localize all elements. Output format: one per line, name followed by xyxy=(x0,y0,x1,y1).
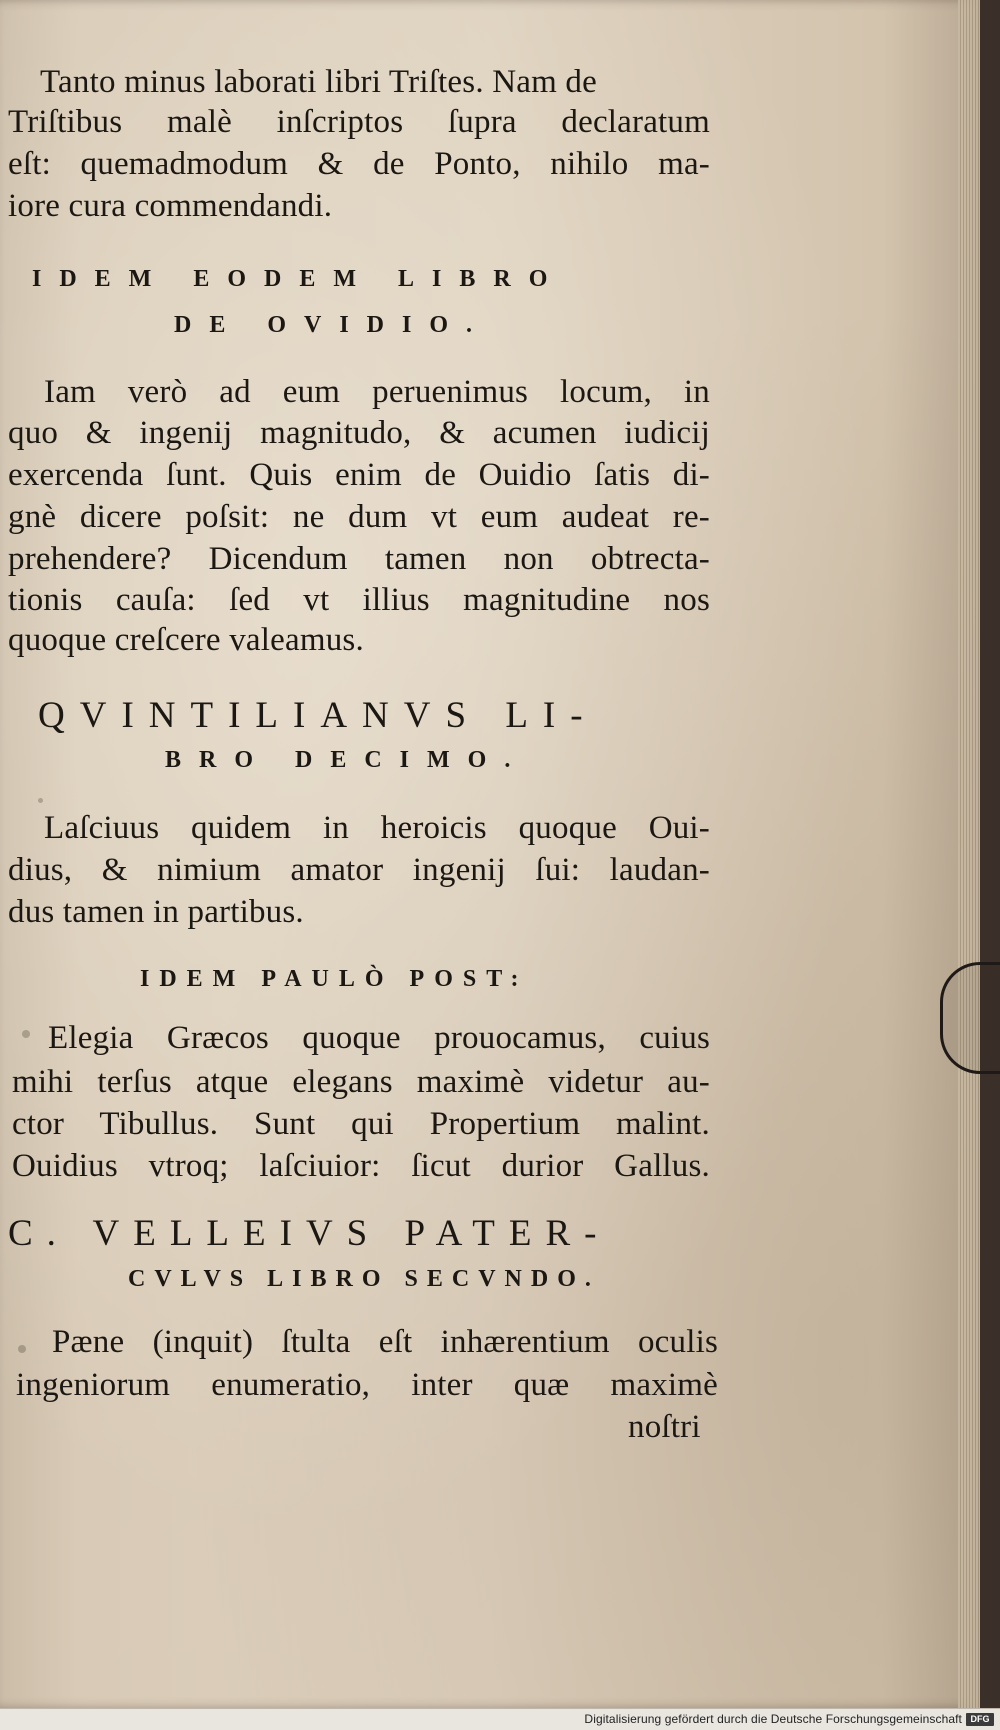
digitization-credit: Digitalisierung gefördert durch die Deutsche Forschungsgemeinschaft xyxy=(584,1712,962,1726)
text-line: prehendere? Dicendum tamen non obtrecta- xyxy=(8,541,710,577)
text-line: dus tamen in partibus. xyxy=(8,894,304,930)
ink-speck xyxy=(38,798,43,803)
section-heading: IDEM PAULÒ POST: xyxy=(140,966,529,992)
text-line: eſt: quemadmodum & de Ponto, nihilo ma- xyxy=(8,146,710,182)
section-heading: DE OVIDIO. xyxy=(174,312,491,338)
text-line: exercenda ſunt. Quis enim de Ouidio ſatis di- xyxy=(8,457,710,493)
text-line: gnè dicere poſsit: ne dum vt eum audeat re- xyxy=(8,499,710,535)
page-edges xyxy=(958,0,980,1708)
section-heading: C. VELLEIVS PATER- xyxy=(8,1213,611,1254)
section-heading: QVINTILIANVS LI- xyxy=(38,695,598,736)
text-line: ingeniorum enumeratio, inter quæ maximè xyxy=(16,1367,718,1403)
text-line: quoque creſcere valeamus. xyxy=(8,622,364,658)
text-line: tionis cauſa: ſed vt illius magnitudine nos xyxy=(8,582,710,618)
page-clip xyxy=(940,962,1000,1074)
text-line: Pæne (inquit) ſtulta eſt inhærentium oculis xyxy=(52,1324,718,1360)
text-line: Ouidius vtroq; laſciuior: ſicut durior Gallus. xyxy=(12,1148,710,1184)
catchword: noſtri xyxy=(628,1409,701,1445)
text-line: Elegia Græcos quoque prouocamus, cuius xyxy=(48,1020,710,1056)
section-heading: CVLVS LIBRO SECVNDO. xyxy=(128,1266,600,1292)
dfg-logo: DFG xyxy=(966,1713,994,1726)
text-line: quo & ingenij magnitudo, & acumen iudicij xyxy=(8,415,710,451)
text-line: Laſciuus quidem in heroicis quoque Oui- xyxy=(44,810,710,846)
text-line: Tanto minus laborati libri Triſtes. Nam de xyxy=(40,64,597,100)
ink-speck xyxy=(22,1030,30,1038)
section-heading: IDEM EODEM LIBRO xyxy=(32,266,566,292)
text-line: ctor Tibullus. Sunt qui Propertium malint. xyxy=(12,1106,710,1142)
ink-speck xyxy=(18,1345,26,1353)
text-line: Triſtibus malè inſcriptos ſupra declaratum xyxy=(8,104,710,140)
text-line: Iam verò ad eum peruenimus locum, in xyxy=(44,374,710,410)
text-line: iore cura commendandi. xyxy=(8,188,333,224)
footer-bar xyxy=(0,1708,1000,1730)
text-line: mihi terſus atque elegans maximè videtur au- xyxy=(12,1064,710,1100)
text-line: dius, & nimium amator ingenij ſui: laudan- xyxy=(8,852,710,888)
section-heading: BRO DECIMO. xyxy=(165,747,529,773)
